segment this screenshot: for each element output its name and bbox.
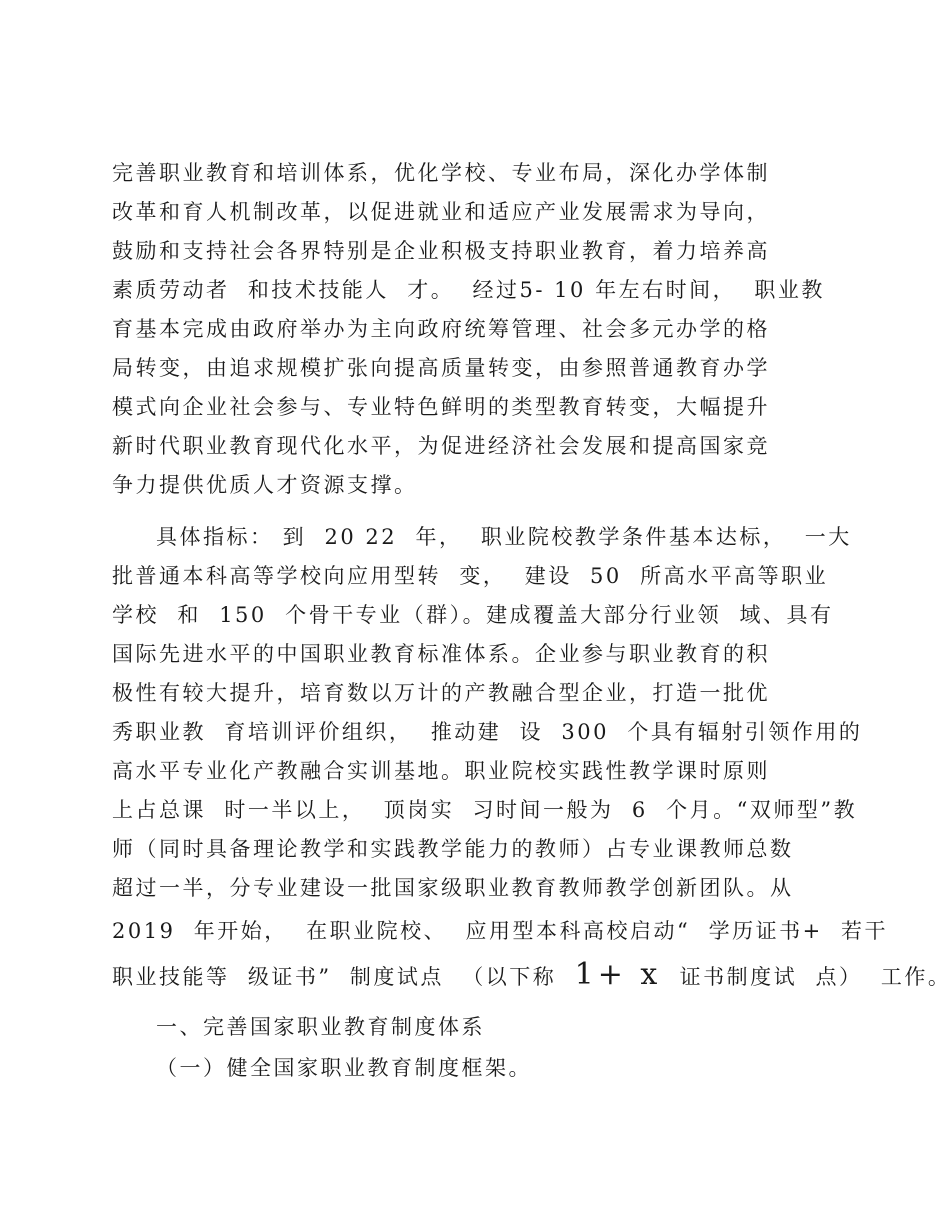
paragraph-line: 学校 和 150 个骨干专业（群）。建成覆盖大部分行业领 域、具有 bbox=[112, 603, 834, 627]
paragraph-line: 秀职业教 育培训评价组织， 推动建 设 300 个具有辐射引领作用的 bbox=[112, 720, 863, 744]
paragraph-line: 国际先进水平的中国职业教育标准体系。企业参与职业教育的积 bbox=[112, 642, 770, 666]
paragraph-line: 改革和育人机制改革，以促进就业和适应产业发展需求为导向， bbox=[112, 200, 770, 224]
paragraph-line: 局转变，由追求规模扩张向提高质量转变，由参照普通教育办学 bbox=[112, 356, 770, 380]
paragraph-line: 高水平专业化产教融合实训基地。职业院校实践性教学课时原则 bbox=[112, 759, 770, 783]
paragraph-line: 争力提供优质人才资源支撑。 bbox=[112, 473, 418, 497]
paragraph-line: 2019 年开始， 在职业院校、 应用型本科高校启动“ 学历证书+ 若干 bbox=[112, 919, 889, 943]
line-text-before: 职业技能等 级证书” 制度试点 （以下称 bbox=[112, 965, 575, 989]
paragraph-line: 鼓励和支持社会各界特别是企业积极支持职业教育，着力培养高 bbox=[112, 239, 770, 263]
subsection-heading: （一）健全国家职业教育制度框架。 bbox=[156, 1056, 532, 1080]
paragraph-line: 模式向企业社会参与、专业特色鲜明的类型教育转变，大幅提升 bbox=[112, 395, 770, 419]
section-heading: 一、完善国家职业教育制度体系 bbox=[156, 1015, 485, 1039]
paragraph-line: 具体指标： 到 20 22 年， 职业院校教学条件基本达标， 一大 bbox=[156, 525, 852, 549]
paragraph-line: 极性有较大提升，培育数以万计的产教融合型企业，打造一批优 bbox=[112, 681, 770, 705]
line-text-after: 证书制度试 点） 工作。 bbox=[661, 965, 951, 989]
paragraph-line: 上占总课 时一半以上， 顶岗实 习时间一般为 6 个月。“双师型”教 bbox=[112, 798, 858, 822]
paragraph-line-certificate bbox=[112, 957, 951, 992]
paragraph-line: 超过一半，分专业建设一批国家级职业教育教师教学创新团队。从 bbox=[112, 876, 794, 900]
one-plus-x-label: 1+ x bbox=[574, 957, 662, 992]
paragraph-line: 素质劳动者 和技术技能人 才。 经过5- 10 年左右时间， 职业教 bbox=[112, 278, 825, 302]
paragraph-line: 师（同时具备理论教学和实践教学能力的教师）占专业课教师总数 bbox=[112, 837, 794, 861]
paragraph-line: 完善职业教育和培训体系，优化学校、专业布局，深化办学体制 bbox=[112, 161, 770, 185]
paragraph-line: 批普通本科高等学校向应用型转 变， 建设 50 所高水平高等职业 bbox=[112, 564, 829, 588]
paragraph-line: 育基本完成由政府举办为主向政府统筹管理、社会多元办学的格 bbox=[112, 317, 770, 341]
paragraph-line: 新时代职业教育现代化水平，为促进经济社会发展和提高国家竞 bbox=[112, 434, 770, 458]
